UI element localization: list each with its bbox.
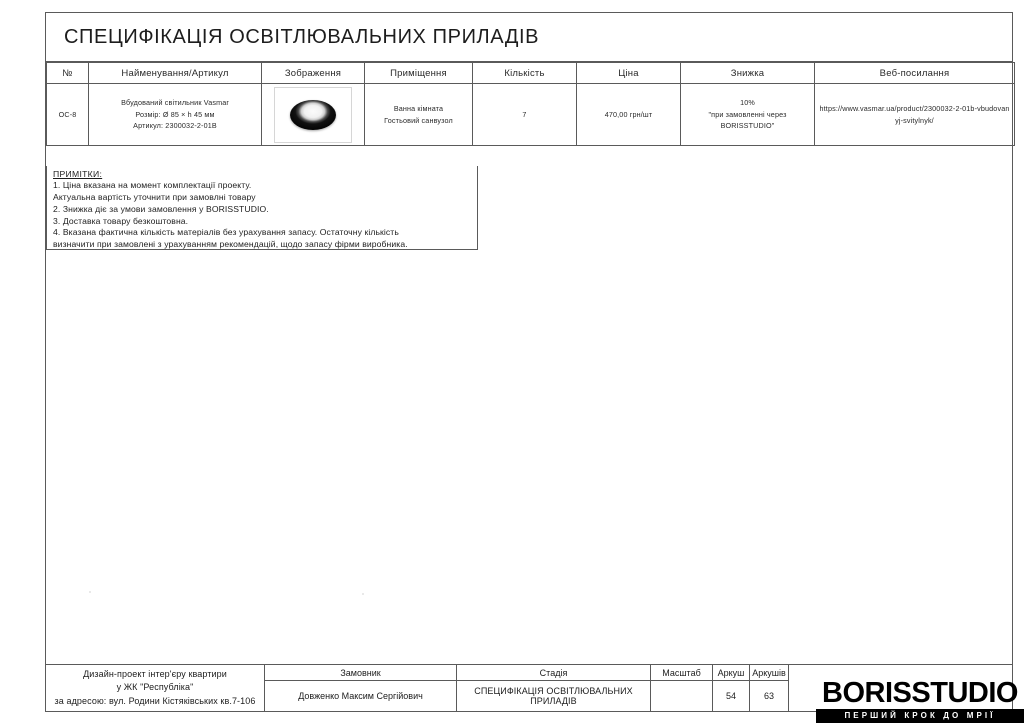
client-value: Довженко Максим Сергійович: [298, 691, 423, 701]
project-line-1: Дизайн-проект інтер'єру квартири: [83, 669, 227, 680]
discount-note-line-2: BORISSTUDIO": [720, 121, 775, 131]
item-size-line: Розмір: Ø 85 × h 45 мм: [135, 109, 215, 119]
notes-line-1: 1. Ціна вказана на момент комплектації проекту.: [53, 180, 252, 190]
discount-note-line-1: "при замовленні через: [708, 109, 787, 119]
notes-line-3: 2. Знижка діє за умови замовлення у BORISSTUDIO.: [53, 203, 269, 214]
title-banner: [46, 13, 1012, 62]
sheet-column: [713, 665, 750, 711]
notes-line-4: 3. Доставка товару безкоштовна.: [53, 215, 189, 226]
project-line-2: у ЖК "Республіка": [116, 682, 194, 693]
sheets-total-header: Аркушів: [750, 665, 788, 681]
column-header-price: Ціна: [577, 63, 681, 84]
company-logo: [816, 677, 1024, 723]
table-header-row: [47, 63, 1015, 84]
item-name-line: Вбудований світильник Vasmar: [121, 98, 229, 108]
cell-item-image: [262, 84, 365, 146]
client-header: Замовник: [265, 665, 456, 681]
project-line-3: за адресою: вул. Родини Кістяківських кв.7-106: [54, 695, 256, 706]
sheets-total-value: 63: [763, 691, 774, 701]
notes-line-2: Актуальна вартість уточнити при замовлні товару: [53, 191, 256, 202]
notes-line-5: 4. Вказана фактична кількість матеріалів без урахування запасу. Остаточну кількість: [53, 227, 399, 238]
column-header-no: №: [47, 63, 89, 84]
column-header-discount: Знижка: [681, 63, 815, 84]
logo-tagline: ПЕРШИЙ КРОК ДО МРІЇ: [816, 709, 1024, 723]
drawing-sheet: [45, 12, 1013, 712]
stage-header: Стадія: [457, 665, 650, 681]
room-line-2: Гостьовий санвузол: [384, 115, 453, 125]
notes-title: ПРИМІТКИ:: [53, 169, 103, 179]
column-header-room: Приміщення: [365, 63, 473, 84]
cell-discount: [681, 84, 815, 146]
logo-wordmark: BORISSTUDIO: [822, 677, 1018, 709]
item-article-line: Артикул: 2300032-2-01B: [133, 121, 217, 131]
notes-line-6: визначити при замовлені з урахуванням рекомендацій, щодо запасу фірми виробника.: [53, 239, 408, 250]
specification-table: [46, 62, 1015, 146]
sheet-value: 54: [725, 691, 736, 701]
column-header-link: Веб-посилання: [815, 63, 1015, 84]
cell-item-number: ОС-8: [47, 84, 89, 146]
discount-percent: 10%: [740, 98, 755, 108]
recessed-downlight-icon: [290, 100, 336, 130]
cell-item-name: [89, 84, 262, 146]
page-artifact-dot: [89, 591, 91, 593]
column-header-name: Найменування/Артикул: [89, 63, 262, 84]
cell-price: 470,00 грн/шт: [577, 84, 681, 146]
cell-quantity: 7: [473, 84, 577, 146]
cell-web-link[interactable]: https://www.vasmar.ua/product/2300032-2-01b-vbudovanyj-svitylnyk/: [815, 84, 1015, 146]
project-info-cell: [46, 665, 265, 711]
scale-header: Масштаб: [651, 665, 712, 681]
scale-column: [651, 665, 713, 711]
scale-value: [651, 681, 712, 711]
column-header-qty: Кількість: [473, 63, 577, 84]
notes-box: [46, 166, 478, 250]
table-row: [47, 84, 1015, 146]
stage-value: СПЕЦИФІКАЦІЯ ОСВІТЛЮВАЛЬНИХ ПРИЛАДІВ: [474, 686, 633, 706]
product-image-frame: [274, 87, 352, 143]
room-line-1: Ванна кімната: [393, 103, 444, 113]
client-column: [265, 665, 457, 711]
stage-column: [457, 665, 651, 711]
cell-room: [365, 84, 473, 146]
page-title: СПЕЦИФІКАЦІЯ ОСВІТЛЮВАЛЬНИХ ПРИЛАДІВ: [64, 25, 540, 48]
column-header-image: Зображення: [262, 63, 365, 84]
sheet-header: Аркуш: [713, 665, 749, 681]
page-artifact-dot: [362, 593, 364, 595]
sheets-total-column: [750, 665, 789, 711]
